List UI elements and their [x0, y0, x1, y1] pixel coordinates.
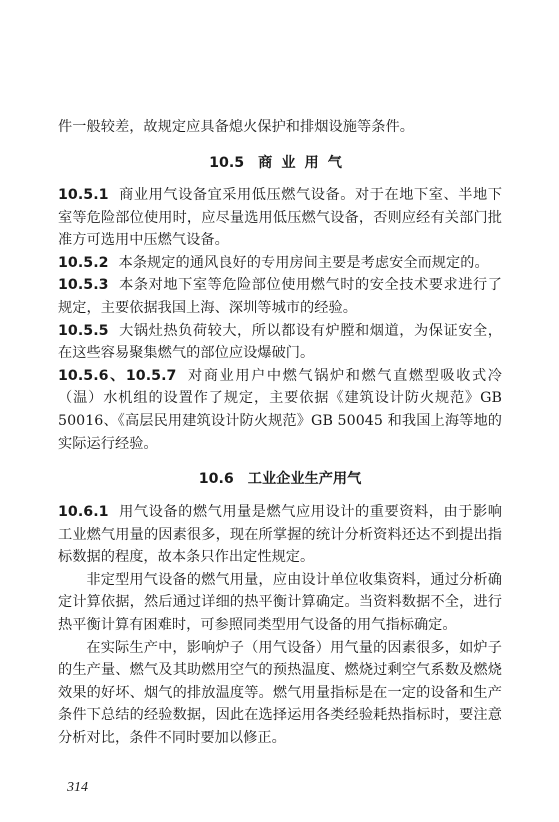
clause-10-5-2	[58, 252, 502, 275]
clause-number: 10.6.1	[58, 504, 109, 520]
section-title: 工业企业生产用气	[247, 471, 362, 487]
clause-text: 商业用气设备宜采用低压燃气设备。对于在地下室、半地下室等危险部位使用时，应尽量选用低压燃气设备，否则应经有关部门批准方可选用中压燃气设备。	[58, 187, 502, 249]
clause-10-6-1	[58, 501, 502, 569]
clause-number: 10.5.5	[58, 322, 109, 339]
clause-10-5-3	[58, 274, 502, 319]
section-heading-10-6	[58, 468, 502, 490]
clause-text: 对商业用户中燃气锅炉和燃气直燃型吸收式冷（温）水机组的设置作了规定，主要依据《建筑设计防火规范》GB 50016、《高层民用建筑设计防火规范》GB 50045 和我国上海等地的实际运行经验。	[58, 367, 502, 452]
section-number: 10.6	[198, 471, 234, 487]
clause-text: 用气设备的燃气用量是燃气应用设计的重要资料，由于影响工业燃气用量的因素很多，现在所掌握的统计分析资料还达不到提出指标数据的程度，故本条只作出定性规定。	[58, 504, 502, 566]
clause-number: 10.5.3	[58, 277, 109, 294]
continuation-paragraph: 件一般较差，故规定应具备熄火保护和排烟设施等条件。	[58, 119, 414, 135]
clause-number: 10.5.2	[58, 254, 109, 271]
page-number: 314	[67, 780, 88, 795]
section-number: 10.5	[209, 155, 245, 171]
clause-text: 本条规定的通风良好的专用房间主要是考虑安全而规定的。	[118, 254, 489, 271]
clause-number: 10.5.1	[58, 187, 109, 203]
section-10-5-body	[58, 184, 502, 455]
clause-10-5-6-7	[58, 365, 502, 455]
section-title: 商业用气	[258, 155, 351, 171]
clause-10-5-5	[58, 320, 502, 365]
body-paragraph: 非定型用气设备的燃气用量，应由设计单位收集资料，通过分析确定计算依据，然后通过详细的热平衡计算确定。当资料数据不全，进行热平衡计算有困难时，可参照同类型用气设备的用气指标确定。	[58, 571, 502, 633]
clause-number: 10.5.6、10.5.7	[58, 367, 177, 384]
clause-text: 本条对地下室等危险部位使用燃气时的安全技术要求进行了规定，主要依据我国上海、深圳等城市的经验。	[58, 277, 502, 316]
clause-10-5-1	[58, 184, 502, 252]
clause-text: 大锅灶热负荷较大，所以都设有炉膛和烟道，为保证安全，在这些容易聚集燃气的部位应设爆破门。	[58, 322, 502, 362]
section-heading-10-5	[58, 152, 502, 174]
body-paragraph: 在实际生产中，影响炉子（用气设备）用气量的因素很多，如炉子的生产量、燃气及其助燃用空气的预热温度、燃烧过剩空气系数及燃烧效果的好坏、烟气的排放温度等。燃气用量指标是在一定的设备和生产条件下总结的经验数据，因此在选择运用各类经验耗热指标时，要注意分析对比，条件不同时要加以修正。	[58, 639, 502, 746]
section-10-6-body	[58, 501, 502, 750]
